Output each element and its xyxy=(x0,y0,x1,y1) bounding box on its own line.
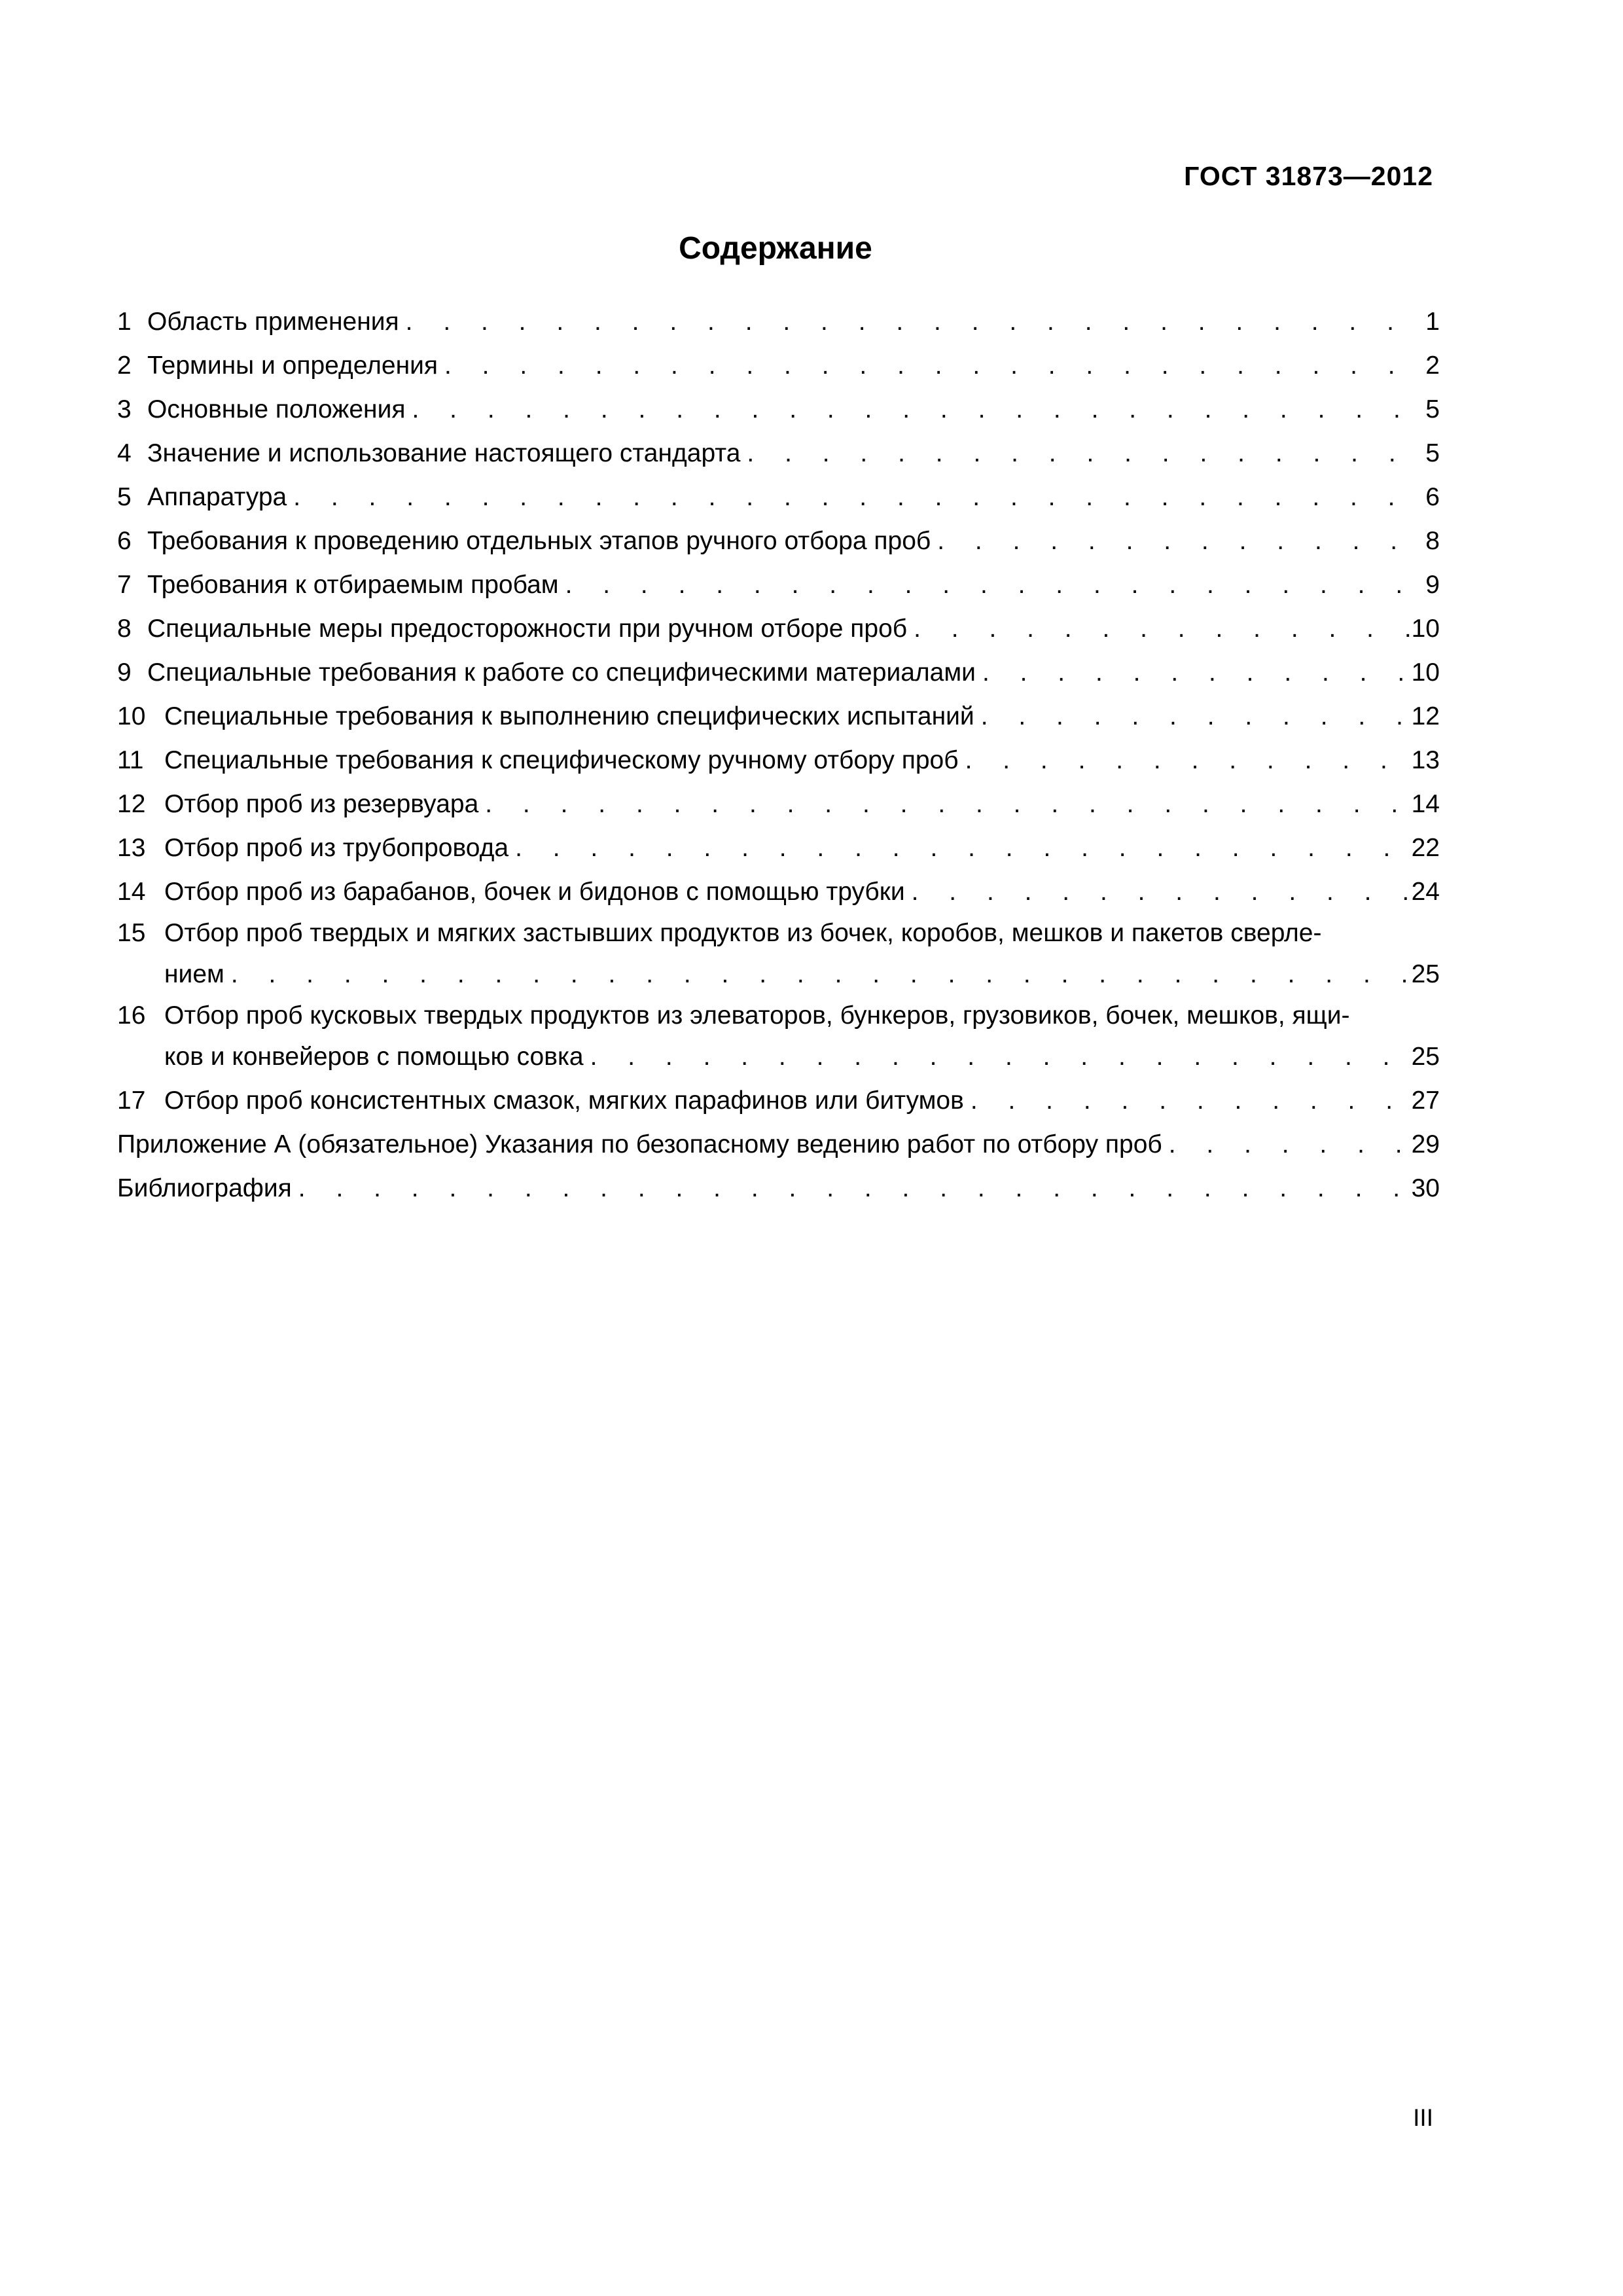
toc-entry-page: 25 xyxy=(1411,1043,1440,1071)
toc-entry-17[interactable] xyxy=(117,1079,1440,1122)
toc-entry-title-line2: нием xyxy=(164,960,224,988)
toc-entry-title: Приложение А (обязательное) Указания по безопасному ведению работ по отбору проб xyxy=(117,1130,1162,1158)
page-title: Содержание xyxy=(679,231,872,266)
toc-entry-number: 5 xyxy=(117,483,132,511)
toc-entry-page: 9 xyxy=(1425,571,1440,599)
toc-leader-dots xyxy=(976,651,1412,694)
toc-entry-page: 5 xyxy=(1425,395,1440,423)
toc-entry-title: Специальные меры предосторожности при ручном отборе проб xyxy=(147,615,908,643)
toc-leader-dots xyxy=(224,953,1412,996)
toc-entry-number: 11 xyxy=(117,746,144,774)
document-code: ГОСТ 31873—2012 xyxy=(1184,161,1433,191)
toc-entry-number: 6 xyxy=(117,527,132,555)
toc-entry-4[interactable] xyxy=(117,431,1440,475)
toc-entry-page: 29 xyxy=(1411,1130,1440,1158)
table-of-contents xyxy=(117,300,1440,1210)
toc-leader-dots xyxy=(478,782,1411,826)
toc-leader-dots xyxy=(740,431,1425,475)
toc-entry-title: Отбор проб консистентных смазок, мягких парафинов или битумов xyxy=(164,1086,964,1115)
toc-leader-dots xyxy=(959,738,1412,782)
toc-entry-page: 12 xyxy=(1411,702,1440,730)
toc-entry-number: 3 xyxy=(117,395,132,423)
toc-entry-number: 1 xyxy=(117,308,132,336)
toc-entry-2[interactable] xyxy=(117,344,1440,387)
toc-entry-page: 5 xyxy=(1425,439,1440,467)
toc-entry-number: 13 xyxy=(117,834,146,862)
toc-entry-number: 14 xyxy=(117,878,146,906)
toc-entry-number: 8 xyxy=(117,615,132,643)
toc-entry-6[interactable] xyxy=(117,519,1440,563)
toc-entry-bibliography[interactable] xyxy=(117,1166,1440,1210)
toc-entry-page: 30 xyxy=(1411,1174,1440,1202)
toc-entry-number: 2 xyxy=(117,351,132,380)
toc-entry-title-line2: ков и конвейеров с помощью совка xyxy=(164,1043,584,1071)
toc-entry-page: 8 xyxy=(1425,527,1440,555)
toc-entry-appendix-a[interactable] xyxy=(117,1122,1440,1166)
toc-entry-page: 22 xyxy=(1411,834,1440,862)
toc-leader-dots xyxy=(438,344,1425,387)
toc-leader-dots xyxy=(974,694,1412,738)
toc-entry-title: Область применения xyxy=(147,308,399,336)
toc-entry-title: Требования к проведению отдельных этапов ручного отбора проб xyxy=(147,527,931,555)
toc-leader-dots xyxy=(399,300,1426,344)
toc-leader-dots xyxy=(584,1035,1412,1079)
toc-entry-number: 16 xyxy=(117,1001,146,1030)
toc-entry-5[interactable] xyxy=(117,475,1440,519)
toc-entry-9[interactable] xyxy=(117,651,1440,694)
toc-entry-title: Отбор проб из резервуара xyxy=(164,790,479,818)
toc-entry-title: Термины и определения xyxy=(147,351,438,380)
toc-entry-title: Значение и использование настоящего стандарта xyxy=(147,439,741,467)
toc-leader-dots xyxy=(559,563,1426,607)
toc-entry-7[interactable] xyxy=(117,563,1440,607)
toc-entry-page: 2 xyxy=(1425,351,1440,380)
toc-entry-page: 14 xyxy=(1411,790,1440,818)
toc-entry-page: 25 xyxy=(1411,960,1440,988)
toc-entry-title: Специальные требования к работе со специфическими материалами xyxy=(147,658,976,687)
toc-leader-dots xyxy=(905,870,1412,914)
toc-entry-title: Аппаратура xyxy=(147,483,287,511)
toc-entry-16[interactable] xyxy=(117,996,1440,1079)
toc-entry-12[interactable] xyxy=(117,782,1440,826)
toc-entry-title: Отбор проб из барабанов, бочек и бидонов с помощью трубки xyxy=(164,878,905,906)
toc-entry-title: Библиография xyxy=(117,1174,292,1202)
toc-leader-dots xyxy=(292,1166,1412,1210)
toc-leader-dots xyxy=(964,1079,1412,1122)
toc-entry-1[interactable] xyxy=(117,300,1440,344)
toc-leader-dots xyxy=(287,475,1425,519)
toc-entry-title: Отбор проб из трубопровода xyxy=(164,834,509,862)
toc-entry-10[interactable] xyxy=(117,694,1440,738)
toc-leader-dots xyxy=(931,519,1425,563)
toc-leader-dots xyxy=(907,607,1412,651)
toc-entry-number: 15 xyxy=(117,919,146,947)
toc-entry-number: 7 xyxy=(117,571,132,599)
toc-leader-dots xyxy=(406,387,1426,431)
toc-entry-page: 1 xyxy=(1425,308,1440,336)
toc-entry-8[interactable] xyxy=(117,607,1440,651)
toc-entry-page: 27 xyxy=(1411,1086,1440,1115)
toc-entry-page: 24 xyxy=(1411,878,1440,906)
toc-entry-number: 4 xyxy=(117,439,132,467)
page-number: III xyxy=(1413,2104,1433,2131)
toc-entry-page: 10 xyxy=(1411,658,1440,687)
toc-entry-3[interactable] xyxy=(117,387,1440,431)
toc-entry-number: 9 xyxy=(117,658,132,687)
toc-entry-15[interactable] xyxy=(117,914,1440,996)
toc-entry-number: 17 xyxy=(117,1086,146,1115)
toc-entry-title-line1: Отбор проб кусковых твердых продуктов из элеваторов, бункеров, грузовиков, бочек, мешков, ящи- xyxy=(164,1001,1350,1030)
toc-entry-14[interactable] xyxy=(117,870,1440,914)
toc-entry-title: Специальные требования к специфическому ручному отбору проб xyxy=(164,746,959,774)
toc-entry-page: 13 xyxy=(1411,746,1440,774)
toc-entry-title: Специальные требования к выполнению специфических испытаний xyxy=(164,702,974,730)
toc-entry-number: 10 xyxy=(117,702,146,730)
toc-entry-page: 6 xyxy=(1425,483,1440,511)
toc-entry-title-line1: Отбор проб твердых и мягких застывших продуктов из бочек, коробов, мешков и пакетов сверле- xyxy=(164,919,1322,947)
toc-leader-dots xyxy=(508,826,1412,870)
toc-entry-13[interactable] xyxy=(117,826,1440,870)
toc-leader-dots xyxy=(1162,1122,1412,1166)
toc-entry-11[interactable] xyxy=(117,738,1440,782)
toc-entry-title: Требования к отбираемым пробам xyxy=(147,571,559,599)
toc-entry-number: 12 xyxy=(117,790,146,818)
toc-entry-title: Основные положения xyxy=(147,395,406,423)
toc-entry-page: 10 xyxy=(1411,615,1440,643)
